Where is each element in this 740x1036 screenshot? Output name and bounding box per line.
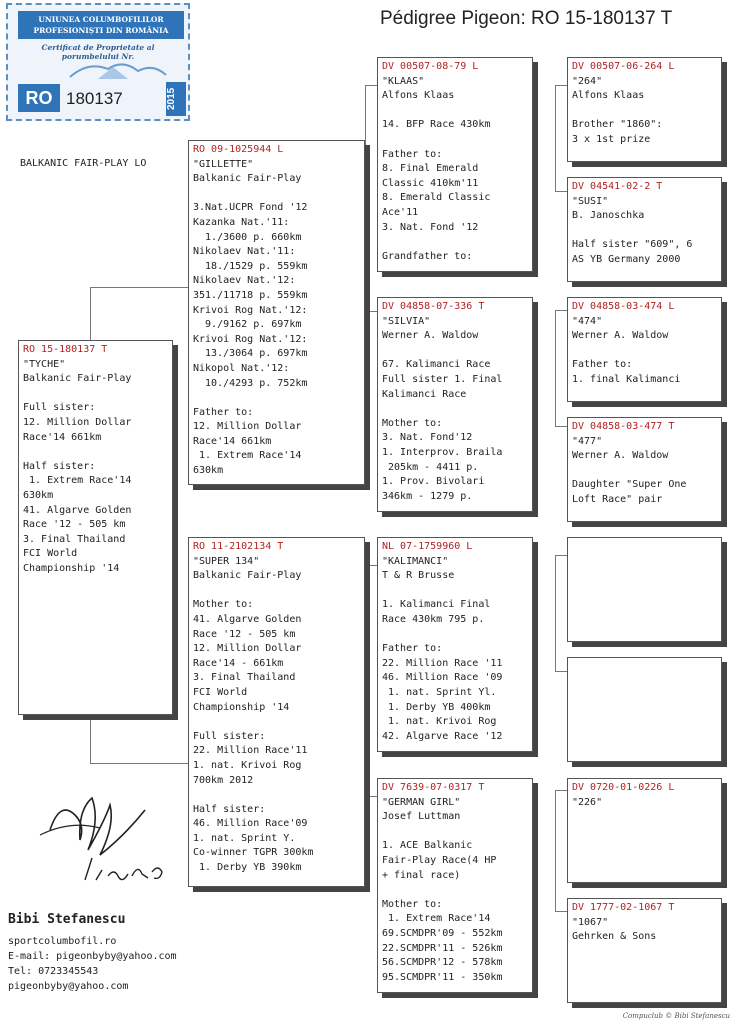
pigeon-detail-line: Half sister: [23, 460, 96, 472]
pigeon-detail-line: Full sister: [193, 730, 266, 742]
pigeon-detail-line: 1. Derby YB 390km [193, 862, 302, 874]
pigeon-detail-line [23, 387, 168, 402]
pigeon-card-fmm [567, 417, 722, 522]
stamp-cert-label: Certificat de Proprietate al porumbelului Nr. [41, 43, 155, 61]
pigeon-detail-line: "GILLETTE" [193, 158, 254, 170]
pigeon-detail-line: "KLAAS" [382, 75, 425, 87]
pigeon-detail-line [193, 715, 360, 730]
pigeon-detail-line: 1. Extrem Race'14 [193, 450, 302, 462]
pigeon-detail-line: 22. Million Race'11 [193, 745, 308, 757]
footer-credit: Compuclub © Bibi Stefanescu [622, 1012, 730, 1020]
pigeon-detail-line: T & R Brusse [382, 570, 455, 582]
ring-number: DV 04858-03-477 T [572, 421, 675, 432]
pigeon-detail-line: 1. nat. Krivoi Rog [382, 716, 497, 728]
pigeon-detail-line: 42. Algarve Race '12 [382, 730, 503, 742]
pigeon-detail-line [382, 584, 528, 599]
pigeon-detail-line [193, 584, 360, 599]
pigeon-card-mother [188, 537, 365, 887]
pigeon-detail-line: Werner A. Waldow [572, 450, 669, 462]
pigeon-details [572, 315, 717, 388]
pigeon-detail-line: FCI World [23, 548, 78, 560]
breeder-name: Bibi Stefanescu [8, 912, 126, 927]
pigeon-detail-line: Full sister 1. Final [382, 373, 503, 385]
pigeon-detail-line: 700km 2012 [193, 774, 254, 786]
pigeon-detail-line: Mother to: [382, 898, 443, 910]
pigeon-detail-line: Grandfather to: [382, 250, 473, 262]
pigeon-detail-line: Mother to: [193, 599, 254, 611]
pigeon-detail-line: 1. Kalimanci Final [382, 599, 491, 611]
pigeon-detail-line [572, 464, 717, 479]
pigeon-detail-line: + final race) [382, 869, 461, 881]
pigeon-detail-line: 351./11718 p. 559km [193, 289, 308, 301]
pigeon-detail-line: Balkanic Fair-Play [193, 173, 302, 185]
pigeon-detail-line: Half sister: [193, 803, 266, 815]
pigeon-detail-line: 12. Million Dollar [23, 416, 132, 428]
pigeon-detail-line [572, 344, 717, 359]
pigeon-card-ffm [567, 177, 722, 282]
pigeon-detail-line: Race'14 661km [193, 435, 272, 447]
pigeon-detail-line: 12. Million Dollar [193, 643, 302, 655]
pigeon-detail-line: 1. nat. Krivoi Rog [193, 759, 302, 771]
pigeon-details [572, 435, 717, 508]
pigeon-detail-line [382, 402, 528, 417]
pigeon-detail-line: Balkanic Fair-Play [23, 373, 132, 385]
pigeon-detail-line: Brother "1860": [572, 119, 663, 131]
pigeon-detail-line: 1. Interprov. Braila [382, 446, 503, 458]
pigeon-card-fmf [567, 297, 722, 402]
pigeon-detail-line: "SILVIA" [382, 315, 431, 327]
pigeon-detail-line: "474" [572, 315, 603, 327]
pigeon-detail-line: 630km [23, 489, 54, 501]
pigeon-detail-line: 8. Final Emerald [382, 163, 479, 175]
pigeon-card-mff [567, 537, 722, 642]
ring-number: DV 7639-07-0317 T [382, 782, 485, 793]
ring-number: NL 07-1759960 L [382, 541, 473, 552]
pigeon-card-mm [377, 778, 533, 993]
pigeon-detail-line: 3. Final Thailand [193, 672, 296, 684]
pigeon-detail-line: Krivoi Rog Nat.'12: [193, 333, 308, 345]
pigeon-detail-line: Race'14 661km [23, 431, 102, 443]
pigeon-detail-line: Co-winner TGPR 300km [193, 847, 314, 859]
ownership-stamp [6, 3, 190, 121]
ring-number: RO 11-2102134 T [193, 541, 284, 552]
pigeon-detail-line [382, 104, 528, 119]
pigeon-details [23, 358, 168, 577]
pigeon-detail-line: Ace'11 [382, 206, 419, 218]
pigeon-detail-line: Championship '14 [23, 562, 120, 574]
pigeon-detail-line [382, 825, 528, 840]
pigeon-detail-line: 3.Nat.UCPR Fond '12 [193, 202, 308, 214]
pigeon-detail-line: 630km [193, 465, 224, 477]
pigeon-detail-line: 18./1529 p. 559km [193, 260, 308, 272]
pigeon-detail-line: 3. Final Thailand [23, 533, 126, 545]
pigeon-detail-line [193, 391, 360, 406]
pigeon-detail-line: Father to: [193, 406, 254, 418]
pigeon-detail-line: 22. Million Race '11 [382, 657, 503, 669]
page-title: Pédigree Pigeon: RO 15-180137 T [380, 8, 673, 29]
pigeon-detail-line [382, 133, 528, 148]
pigeon-detail-line: 67. Kalimanci Race [382, 359, 491, 371]
ring-number: DV 00507-08-79 L [382, 61, 479, 72]
pigeon-detail-line: AS YB Germany 2000 [572, 253, 681, 265]
stamp-year: 2015 [166, 82, 186, 116]
pigeon-detail-line: Krivoi Rog Nat.'12: [193, 304, 308, 316]
pigeon-detail-line: Father to: [572, 359, 633, 371]
pigeon-detail-line [572, 104, 717, 119]
pigeon-detail-line: Championship '14 [193, 701, 290, 713]
ring-number: DV 04858-03-474 L [572, 301, 675, 312]
owner-line: BALKANIC FAIR-PLAY LO [20, 158, 147, 169]
pigeon-detail-line: 205km - 4411 p. [382, 461, 479, 473]
pigeon-detail-line: 1. Derby YB 400km [382, 701, 491, 713]
pigeon-detail-line: 41. Algarve Golden [193, 613, 302, 625]
ring-number: DV 00507-06-264 L [572, 61, 675, 72]
ring-number: DV 0720-01-0226 L [572, 782, 675, 793]
pigeon-detail-line: Half sister "609", 6 [572, 239, 693, 251]
pigeon-details [382, 75, 528, 265]
pigeon-detail-line: 1. nat. Sprint Y. [193, 832, 296, 844]
pigeon-detail-line: Loft Race" pair [572, 493, 663, 505]
pigeon-card-mf [377, 537, 533, 752]
pigeon-detail-line: Kalimanci Race [382, 388, 467, 400]
pigeon-detail-line: Alfons Klaas [572, 90, 645, 102]
pigeon-detail-line: 1. final Kalimanci [572, 373, 681, 385]
pigeon-detail-line: Nikolaev Nat.'12: [193, 275, 296, 287]
pigeon-detail-line: B. Janoschka [572, 210, 645, 222]
pigeon-detail-line: 41. Algarve Golden [23, 504, 132, 516]
pigeon-detail-line: FCI World [193, 686, 248, 698]
pigeon-detail-line [23, 445, 168, 460]
pigeon-detail-line: "KALIMANCI" [382, 555, 449, 567]
stamp-org-line2: PROFESIONIȘTI DIN ROMÂNIA [33, 26, 169, 35]
pigeon-detail-line: 95.SCMDPR'11 - 350km [382, 971, 503, 983]
pigeon-detail-line: Race '12 - 505 km [193, 628, 296, 640]
pigeon-card-mfm [567, 657, 722, 762]
stamp-pigeon-emblem [68, 57, 168, 81]
pigeon-detail-line: "226" [572, 796, 603, 808]
pigeon-detail-line: Werner A. Waldow [572, 330, 669, 342]
pigeon-detail-line: "1067" [572, 916, 609, 928]
pigeon-detail-line: 46. Million Race'09 [193, 818, 308, 830]
pigeon-details [193, 158, 360, 479]
pigeon-card-father [188, 140, 365, 485]
pigeon-detail-line: 56.SCMDPR'12 - 578km [382, 957, 503, 969]
pigeon-detail-line [382, 344, 528, 359]
pigeon-details [382, 315, 528, 505]
ring-number: RO 09-1025944 L [193, 144, 284, 155]
pigeon-detail-line: 9./9162 p. 697km [193, 319, 302, 331]
pigeon-detail-line: 3 x 1st prize [572, 133, 651, 145]
pigeon-detail-line: 1. Prov. Bivolari [382, 476, 485, 488]
pigeon-detail-line: "477" [572, 435, 603, 447]
breeder-email: E-mail: pigeonbyby@yahoo.com [8, 951, 177, 962]
pigeon-detail-line: "264" [572, 75, 603, 87]
pigeon-detail-line: 14. BFP Race 430km [382, 119, 491, 131]
pigeon-detail-line: Nikopol Nat.'12: [193, 362, 290, 374]
ring-number: DV 1777-02-1067 T [572, 902, 675, 913]
pigeon-detail-line: Father to: [382, 643, 443, 655]
pigeon-detail-line: 12. Million Dollar [193, 421, 302, 433]
stamp-number: 180137 [66, 89, 123, 108]
pigeon-detail-line [382, 883, 528, 898]
ring-number: RO 15-180137 T [23, 344, 108, 355]
pigeon-detail-line: 1. ACE Balkanic [382, 840, 473, 852]
pigeon-detail-line: Race'14 - 661km [193, 657, 284, 669]
pigeon-details [572, 195, 717, 268]
pigeon-card-mmm [567, 898, 722, 1003]
pigeon-detail-line: "GERMAN GIRL" [382, 796, 461, 808]
pigeon-detail-line: 346km - 1279 p. [382, 490, 473, 502]
pigeon-detail-line: 10./4293 p. 752km [193, 377, 308, 389]
pigeon-detail-line [572, 224, 717, 239]
stamp-country: RO [18, 84, 60, 112]
breeder-tel: Tel: 0723345543 [8, 966, 99, 977]
pigeon-detail-line: "TYCHE" [23, 358, 66, 370]
pigeon-detail-line: 1./3600 p. 660km [193, 231, 302, 243]
pigeon-detail-line: Kazanka Nat.'11: [193, 216, 290, 228]
pigeon-card-mmf [567, 778, 722, 883]
breeder-website: sportcolumbofil.ro [8, 936, 117, 947]
ring-number: DV 04541-02-2 T [572, 181, 663, 192]
pigeon-detail-line: 13./3064 p. 697km [193, 348, 308, 360]
pigeon-detail-line: 69.SCMDPR'09 - 552km [382, 927, 503, 939]
ring-number: DV 04858-07-336 T [382, 301, 485, 312]
pigeon-detail-line: Race '12 - 505 km [23, 519, 126, 531]
pigeon-detail-line: Classic 410km'11 [382, 177, 479, 189]
handwritten-signature [30, 780, 180, 895]
pigeon-detail-line: 1. nat. Sprint Yl. [382, 686, 497, 698]
pigeon-detail-line: 46. Million Race '09 [382, 672, 503, 684]
pigeon-detail-line: Gehrken & Sons [572, 931, 657, 943]
pigeon-detail-line: 22.SCMDPR'11 - 526km [382, 942, 503, 954]
pigeon-detail-line: Full sister: [23, 402, 96, 414]
pigeon-details [382, 555, 528, 745]
pigeon-detail-line: Daughter "Super One [572, 479, 687, 491]
pigeon-detail-line: Balkanic Fair-Play [193, 570, 302, 582]
pigeon-details [572, 75, 717, 148]
pigeon-detail-line: 8. Emerald Classic [382, 192, 491, 204]
pigeon-detail-line [382, 628, 528, 643]
pigeon-details [193, 555, 360, 876]
pigeon-details [382, 796, 528, 986]
pigeon-detail-line [193, 788, 360, 803]
pigeon-detail-line: Alfons Klaas [382, 90, 455, 102]
pigeon-detail-line: Werner A. Waldow [382, 330, 479, 342]
pigeon-detail-line: "SUPER 134" [193, 555, 260, 567]
pigeon-card-ff [377, 57, 533, 272]
pigeon-detail-line [193, 187, 360, 202]
pigeon-card-fm [377, 297, 533, 512]
pigeon-detail-line: Josef Luttman [382, 811, 461, 823]
pigeon-detail-line: 1. Extrem Race'14 [382, 913, 491, 925]
pigeon-card-subject [18, 340, 173, 715]
breeder-email-2: pigeonbyby@yahoo.com [8, 981, 129, 992]
pigeon-detail-line: 3. Nat. Fond'12 [382, 432, 473, 444]
pigeon-detail-line: Mother to: [382, 417, 443, 429]
pigeon-detail-line: Race 430km 795 p. [382, 613, 485, 625]
pigeon-detail-line: 1. Extrem Race'14 [23, 475, 132, 487]
stamp-org-line1: UNIUNEA COLUMBOFILILOR [38, 15, 164, 24]
pigeon-detail-line: Father to: [382, 148, 443, 160]
stamp-org [18, 11, 184, 39]
pigeon-detail-line [382, 235, 528, 250]
pigeon-detail-line: Nikolaev Nat.'11: [193, 246, 296, 258]
pigeon-detail-line: Fair-Play Race(4 HP [382, 854, 497, 866]
pigeon-detail-line: "SUSI" [572, 195, 609, 207]
pigeon-detail-line: 3. Nat. Fond '12 [382, 221, 479, 233]
pigeon-details [572, 916, 717, 945]
pigeon-card-fff [567, 57, 722, 162]
pigeon-details [572, 796, 717, 811]
